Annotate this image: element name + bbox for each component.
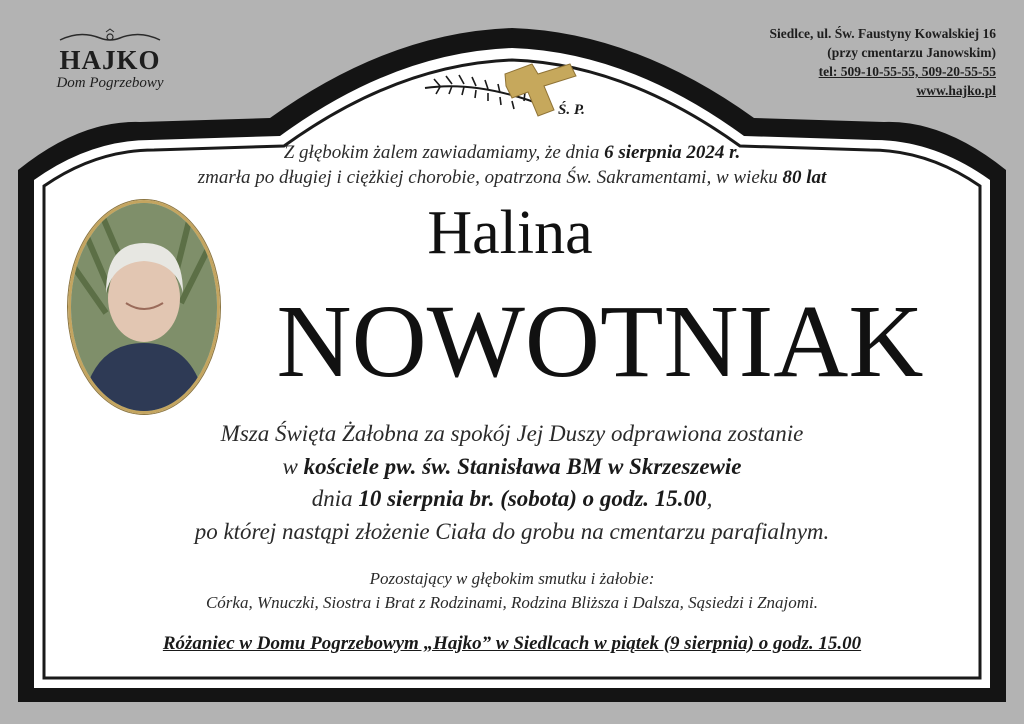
intro-text-2: zmarła po długiej i ciężkiej chorobie, opatrzona Św. Sakramentami, w wieku <box>197 167 783 188</box>
rosary-announcement: Różaniec w Domu Pogrzebowym „Hajko” w Siedlcach w piątek (9 sierpnia) o godz. 15.00 <box>162 633 862 654</box>
mourners-heading: Pozostający w głębokim smutku i żałobie: <box>369 569 655 588</box>
mourners-list: Córka, Wnuczki, Siostra i Brat z Rodzinami, Rodzina Bliższa i Dalsza, Sąsiedzi i Znajomi. <box>205 593 819 612</box>
contact-website[interactable]: www.hajko.pl <box>916 83 996 98</box>
intro-line-2 <box>60 165 964 190</box>
logo-subtitle: Dom Pogrzebowy <box>56 75 164 91</box>
ornament-icon <box>50 28 170 46</box>
cross-palm-emblem <box>420 60 600 120</box>
first-name: Halina <box>427 199 593 267</box>
mass-line-1: Msza Święta Żałobna za spokój Jej Duszy odprawiona zostanie <box>220 421 804 446</box>
mass-line-3-suffix: , <box>706 486 713 511</box>
intro-line-1 <box>60 140 964 165</box>
mass-place: kościele pw. św. Stanisława BM w Skrzeszewie <box>303 453 742 479</box>
logo-title: HAJKO <box>59 45 161 75</box>
contact-location-note: (przy cmentarzu Janowskim) <box>827 45 996 60</box>
mourners-block <box>60 567 964 615</box>
death-date: 6 sierpnia 2024 r. <box>604 142 741 163</box>
emblem-label: Ś. P. <box>558 102 585 118</box>
mass-line-2 <box>60 451 964 484</box>
mass-info <box>60 418 964 548</box>
contact-address: Siedlce, ul. Św. Faustyny Kowalskiej 16 <box>769 26 996 41</box>
age: 80 lat <box>782 167 827 188</box>
mass-line-2-prefix: w <box>282 453 304 479</box>
mass-date-time: 10 sierpnia br. (sobota) o godz. 15.00 <box>358 486 707 511</box>
last-name: NOWOTNIAK <box>276 284 924 399</box>
intro-text-1: Z głębokim żalem zawiadamiamy, że dnia <box>283 142 605 163</box>
mass-line-4: po której nastąpi złożenie Ciała do grobu na cmentarzu parafialnym. <box>194 518 830 544</box>
contact-block <box>769 24 996 100</box>
portrait-photo <box>68 200 220 414</box>
mass-line-3-prefix: dnia <box>311 486 359 511</box>
mass-line-3 <box>60 483 964 516</box>
contact-phones[interactable]: tel: 509-10-55-55, 509-20-55-55 <box>818 64 996 79</box>
funeral-home-logo <box>30 28 190 92</box>
portrait-image <box>71 203 217 411</box>
